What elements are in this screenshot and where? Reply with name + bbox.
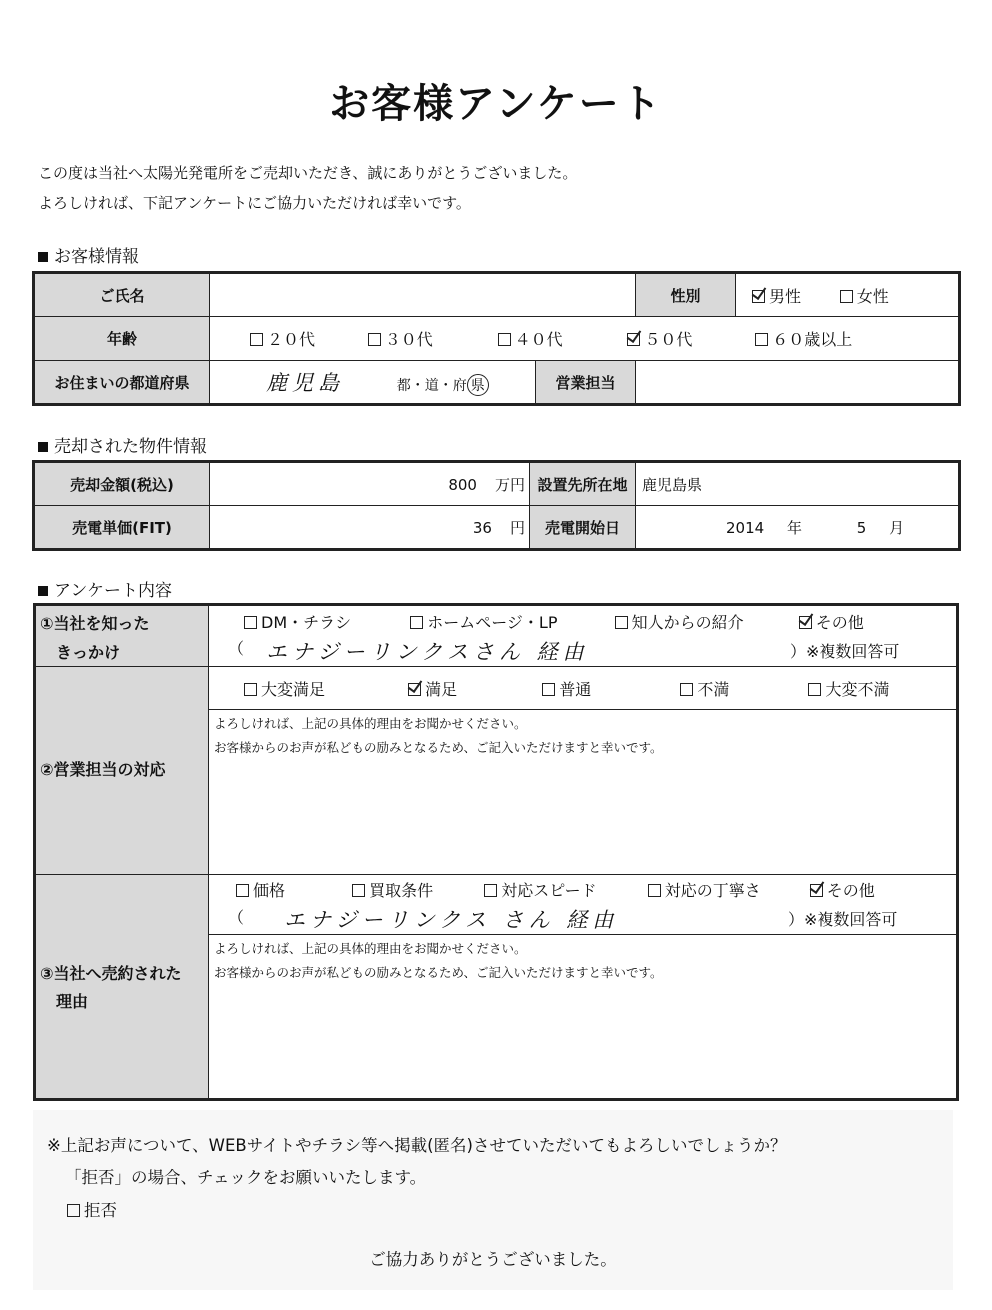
q3-multiple-note: ）※複数回答可: [788, 910, 898, 929]
age-option-30s[interactable]: [368, 327, 433, 350]
checkbox-icon[interactable]: [542, 683, 555, 696]
q1-option-dm[interactable]: [244, 610, 351, 633]
q2-label-text: ②営業担当の対応: [40, 760, 166, 779]
q1-open-paren: （: [228, 639, 245, 658]
sale-price-unit: 万円: [494, 475, 525, 494]
start-date-label: 売電開始日: [530, 506, 636, 550]
checkbox-icon[interactable]: [67, 1204, 80, 1217]
sales-rep-field[interactable]: [636, 361, 960, 405]
q1-option-homepage[interactable]: [410, 610, 557, 633]
q1-option-other[interactable]: [799, 610, 864, 633]
age-option-text: ６０歳以上: [772, 330, 853, 349]
q1-label: [36, 606, 209, 666]
q3-option-text: 対応の丁寧さ: [664, 881, 761, 900]
age-option-40s[interactable]: [498, 327, 563, 350]
survey-panel: [33, 603, 959, 1101]
q1-options: [244, 610, 944, 633]
checkbox-icon[interactable]: [352, 884, 365, 897]
page-title: お客様アンケート: [329, 81, 663, 127]
fit-price-value: 36: [472, 518, 492, 537]
q3-option-other[interactable]: [810, 878, 875, 901]
name-label: ご氏名: [34, 273, 210, 317]
checkbox-checked-icon[interactable]: [627, 333, 640, 346]
checkbox-icon[interactable]: [236, 884, 249, 897]
gender-female-text: 女性: [856, 286, 889, 306]
age-option-text: ５０代: [644, 330, 693, 349]
age-option-60plus[interactable]: [755, 327, 852, 350]
age-option-text: ２０代: [267, 330, 316, 349]
q2-option-unsatisfied[interactable]: [680, 677, 729, 700]
checkbox-icon[interactable]: [498, 333, 511, 346]
checkbox-icon[interactable]: [808, 683, 821, 696]
q3-prompt-1: よろしければ、上記の具体的理由をお聞かせください。: [214, 941, 527, 956]
checkbox-checked-icon[interactable]: [752, 290, 765, 303]
age-label: 年齢: [34, 317, 210, 361]
q1-handwritten[interactable]: エナジーリンクスさん 経由: [266, 640, 589, 664]
q3-option-terms[interactable]: [352, 878, 433, 901]
q3-prompt-2: お客様からのお声が私どもの励みとなるため、ご記入いただけますと幸いです。: [214, 965, 663, 980]
footer-panel: [33, 1110, 953, 1290]
checkbox-icon[interactable]: [410, 616, 423, 629]
checkbox-checked-icon[interactable]: [810, 884, 823, 897]
q2-option-text: 満足: [425, 680, 458, 699]
checkbox-checked-icon[interactable]: [408, 683, 421, 696]
intro-line-2: よろしければ、下記アンケートにご協力いただければ幸いです。: [38, 194, 471, 212]
bullet-square-icon: [38, 252, 48, 262]
q3-option-text: 価格: [253, 881, 286, 900]
q3-label-line1: ③当社へ売約された: [40, 964, 182, 983]
location-label: 設置先所在地: [530, 462, 636, 506]
q2-option-text: 普通: [559, 680, 592, 699]
q2-option-text: 大変満足: [261, 680, 326, 699]
gender-female-option[interactable]: [840, 284, 889, 307]
start-date-field[interactable]: [636, 506, 960, 550]
bullet-square-icon: [38, 586, 48, 596]
checkbox-icon[interactable]: [615, 616, 628, 629]
q1-label-line1: ①当社を知った: [40, 614, 150, 633]
q1-option-referral[interactable]: [615, 610, 744, 633]
q1-option-text: ホームページ・LP: [427, 613, 558, 632]
q3-comment-area[interactable]: [210, 984, 950, 1092]
age-option-text: ３０代: [384, 330, 433, 349]
q2-option-text: 大変不満: [825, 680, 890, 699]
q1-label-line2: きっかけ: [56, 643, 121, 662]
section-survey-heading-text: アンケート内容: [54, 581, 172, 601]
q3-option-speed[interactable]: [484, 878, 596, 901]
q3-handwritten[interactable]: エナジーリンクス さん 経由: [284, 908, 619, 932]
section-customer-heading: [38, 242, 139, 267]
q2-comment-area[interactable]: [210, 758, 950, 870]
bullet-square-icon: [38, 442, 48, 452]
q2-option-very-satisfied[interactable]: [244, 677, 325, 700]
fit-price-field[interactable]: [210, 506, 530, 550]
prefecture-ken-circled: 県: [467, 374, 489, 396]
fit-price-label: 売電単価(FIT): [34, 506, 210, 550]
q2-option-text: 不満: [697, 680, 730, 699]
q2-option-neutral[interactable]: [542, 677, 591, 700]
start-month-value: 5: [856, 518, 867, 537]
section-customer-heading-text: お客様情報: [54, 247, 139, 267]
checkbox-icon[interactable]: [680, 683, 693, 696]
q1-option-text: その他: [815, 613, 864, 632]
checkbox-icon[interactable]: [648, 884, 661, 897]
q3-label: [36, 875, 209, 1098]
age-option-50s[interactable]: [627, 327, 692, 350]
gender-label: 性別: [636, 273, 736, 317]
q2-options: [244, 677, 944, 700]
age-option-20s[interactable]: [250, 327, 315, 350]
q3-open-paren: （: [228, 908, 245, 927]
prefecture-label: お住まいの都道府県: [34, 361, 210, 405]
q1-multiple-note: ）※複数回答可: [790, 642, 900, 661]
q2-prompt-1: よろしければ、上記の具体的理由をお聞かせください。: [214, 716, 527, 731]
sale-price-label: 売却金額(税込): [34, 462, 210, 506]
checkbox-icon[interactable]: [484, 884, 497, 897]
q3-option-text: 対応スピード: [501, 881, 597, 900]
prefecture-suffix: 都・道・府: [396, 378, 467, 394]
checkbox-icon[interactable]: [250, 333, 263, 346]
name-field[interactable]: [210, 273, 636, 317]
q2-option-very-unsatisfied[interactable]: [808, 677, 889, 700]
publish-consent-note: ※上記お声について、WEBサイトやチラシ等へ掲載(匿名)させていただいてもよろしいでしょうか？: [47, 1136, 787, 1155]
property-info-table: [32, 460, 961, 551]
q3-option-price[interactable]: [236, 878, 285, 901]
q3-label-line2: 理由: [56, 992, 89, 1011]
start-year-unit: 年: [786, 518, 802, 537]
sale-price-field[interactable]: [210, 462, 530, 506]
gender-male-option[interactable]: [752, 284, 801, 307]
age-options: [210, 317, 960, 361]
start-month-unit: 月: [889, 518, 905, 537]
location-field[interactable]: 鹿児島県: [636, 462, 960, 506]
q2-option-satisfied[interactable]: [408, 677, 457, 700]
reject-option[interactable]: [67, 1197, 117, 1221]
checkbox-icon[interactable]: [755, 333, 768, 346]
reject-label: 拒否: [84, 1201, 117, 1220]
checkbox-icon[interactable]: [368, 333, 381, 346]
prefecture-handwritten: 鹿児島: [266, 371, 344, 395]
reject-instruction: 「拒否」の場合、チェックをお願いいたします。: [65, 1168, 427, 1187]
gender-options: [736, 273, 960, 317]
section-property-heading-text: 売却された物件情報: [54, 437, 207, 457]
prefecture-field[interactable]: [210, 361, 536, 405]
q1-option-text: DM・チラシ: [261, 613, 352, 632]
q3-options: [236, 878, 946, 901]
q3-option-text: 買取条件: [369, 881, 434, 900]
q3-option-text: その他: [826, 881, 875, 900]
sale-price-value: 800: [448, 475, 477, 494]
sales-rep-label: 営業担当: [536, 361, 636, 405]
age-option-text: ４０代: [514, 330, 563, 349]
divider: [208, 934, 956, 935]
q2-prompt-2: お客様からのお声が私どもの励みとなるため、ご記入いただけますと幸いです。: [214, 740, 663, 755]
q3-option-politeness[interactable]: [648, 878, 761, 901]
divider: [208, 709, 956, 710]
gender-male-text: 男性: [769, 286, 802, 306]
checkbox-icon[interactable]: [840, 290, 853, 303]
q1-option-text: 知人からの紹介: [631, 613, 744, 632]
checkbox-icon[interactable]: [244, 616, 257, 629]
checkbox-checked-icon[interactable]: [799, 616, 812, 629]
start-year-value: 2014: [726, 518, 765, 537]
customer-info-table: [32, 271, 961, 406]
section-property-heading: [38, 432, 207, 457]
thanks-message: ご協力ありがとうございました。: [369, 1250, 617, 1269]
section-survey-heading: [38, 576, 172, 601]
intro-line-1: この度は当社へ太陽光発電所をご売却いただき、誠にありがとうございました。: [38, 164, 578, 182]
q2-label: [36, 667, 209, 874]
checkbox-icon[interactable]: [244, 683, 257, 696]
fit-price-unit: 円: [509, 518, 525, 537]
